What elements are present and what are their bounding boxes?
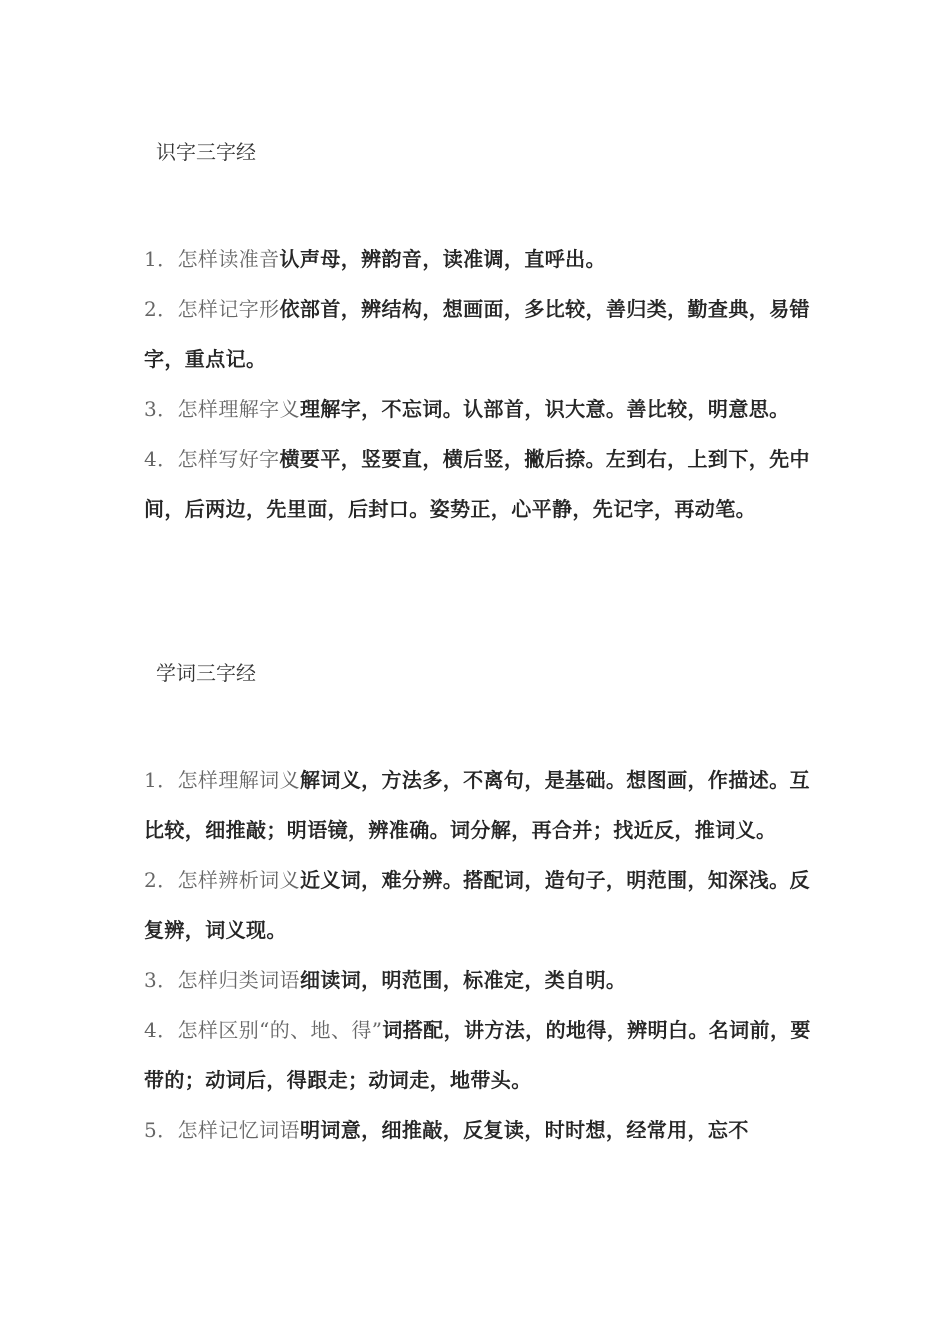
item-lead: 3．怎样归类词语 (144, 968, 300, 992)
item-lead: 3．怎样理解字义 (144, 397, 300, 421)
list-item (144, 855, 824, 955)
item-text: 近义词，难分辨。搭配词，造句子，明范围，知深浅。反复辨，词义现。 (144, 868, 810, 942)
item-text: 依部首，辨结构，想画面，多比较，善归类，勤查典，易错字，重点记。 (144, 297, 810, 371)
item-text: 横要平，竖要直，横后竖，撇后捺。左到右，上到下，先中间，后两边，先里面，后封口。姿势正，心平静，先记字，再动笔。 (144, 447, 810, 521)
list-item (144, 955, 824, 1005)
section-title-literacy: 识字三字经 (156, 140, 256, 164)
item-lead: 4．怎样区别“的、地、得” (144, 1018, 383, 1042)
item-lead: 1．怎样读准音 (144, 247, 280, 271)
item-lead: 2．怎样记字形 (144, 297, 280, 321)
list-item (144, 384, 824, 434)
item-lead: 2．怎样辨析词义 (144, 868, 300, 892)
item-text: 细读词，明范围，标准定，类自明。 (299, 968, 627, 992)
item-text: 明词意，细推敲，反复读，时时想，经常用，忘不 (299, 1118, 749, 1142)
section-literacy (144, 234, 824, 534)
list-item (144, 755, 824, 855)
section-vocabulary (144, 755, 824, 1155)
list-item (144, 434, 824, 534)
item-lead: 4．怎样写好字 (144, 447, 280, 471)
list-item (144, 1105, 824, 1155)
section-title-vocabulary: 学词三字经 (156, 661, 256, 685)
item-text: 理解字，不忘词。认部首，识大意。善比较，明意思。 (299, 397, 790, 421)
item-text: 词搭配，讲方法，的地得，辨明白。名词前，要带的；动词后，得跟走；动词走，地带头。 (144, 1018, 811, 1092)
item-text: 解词义，方法多，不离句，是基础。想图画，作描述。互比较，细推敲；明语镜，辨准确。词分解，再合并；找近反，推词义。 (144, 768, 810, 842)
list-item (144, 234, 824, 284)
item-lead: 5．怎样记忆词语 (144, 1118, 300, 1142)
list-item (144, 284, 824, 384)
item-text: 认声母，辨韵音，读准调，直呼出。 (279, 247, 606, 271)
list-item (144, 1005, 824, 1105)
item-lead: 1．怎样理解词义 (144, 768, 300, 792)
